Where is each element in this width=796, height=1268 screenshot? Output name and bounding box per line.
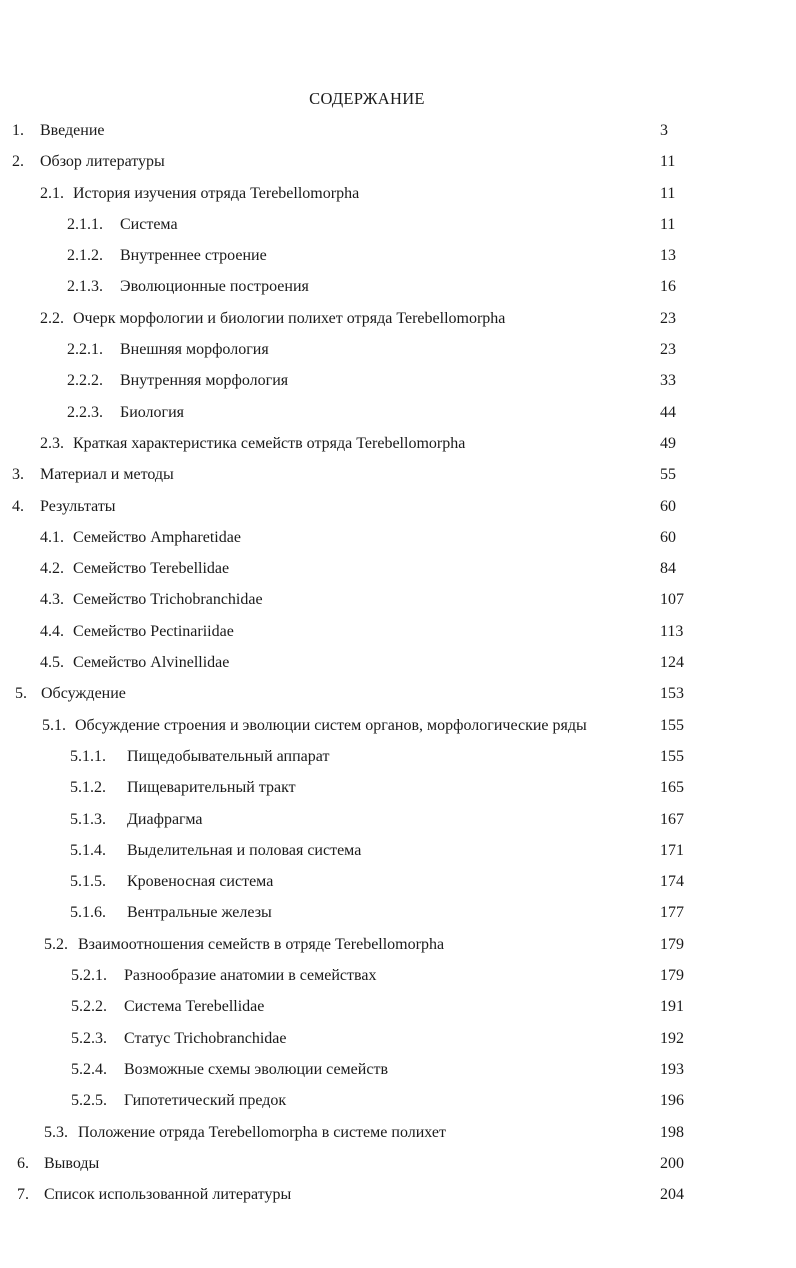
toc-title: Система <box>120 215 178 233</box>
toc-entry <box>0 491 796 522</box>
toc-page: 16 <box>660 278 676 296</box>
toc-number: 7. <box>17 1186 29 1204</box>
toc-number: 4. <box>12 497 24 515</box>
toc-number: 5.1.6. <box>70 904 106 922</box>
toc-page: 200 <box>660 1154 684 1172</box>
toc-title: Статус Trichobranchidae <box>124 1029 287 1047</box>
toc-title: Введение <box>40 122 105 139</box>
toc-number: 5.1.4. <box>70 841 106 859</box>
toc-page: 192 <box>660 1029 684 1047</box>
toc-entry <box>0 209 796 240</box>
toc-title: Обсуждение <box>41 685 126 703</box>
toc-number: 2.1.2. <box>67 247 103 265</box>
toc-page: 153 <box>660 685 684 703</box>
toc-entry <box>0 678 796 709</box>
toc-page: 191 <box>660 998 684 1016</box>
toc-entry <box>0 365 796 396</box>
toc-entry <box>0 897 796 928</box>
toc-page: 11 <box>660 215 676 233</box>
toc-entry <box>0 303 796 334</box>
toc-entry <box>0 866 796 897</box>
toc-page: 193 <box>660 1060 684 1078</box>
toc-entry <box>0 178 796 209</box>
toc-number: 5. <box>15 685 27 703</box>
toc-page: 60 <box>660 497 676 515</box>
toc-entry <box>0 1054 796 1085</box>
toc-title: Внешняя морфология <box>120 341 269 359</box>
toc-title: Список использованной литературы <box>44 1186 292 1204</box>
toc-page: 44 <box>660 403 676 421</box>
toc-number: 6. <box>17 1154 29 1172</box>
toc-number: 5.1. <box>42 716 66 734</box>
toc-entry <box>0 584 796 615</box>
toc-entry <box>0 271 796 302</box>
toc-number: 5.1.2. <box>70 779 106 797</box>
toc-entry <box>0 1085 796 1116</box>
toc-number: 4.5. <box>40 654 64 672</box>
toc-number: 2.3. <box>40 434 64 452</box>
toc-title: Взаимоотношения семейств в отряде Terebellomorpha <box>78 935 445 953</box>
toc-page: 155 <box>660 716 684 734</box>
toc-page: 196 <box>660 1092 684 1110</box>
toc-entry <box>0 929 796 960</box>
toc-number: 5.2. <box>44 935 68 953</box>
toc-title: Семейство Alvinellidae <box>73 654 230 672</box>
toc-number: 2.2.1. <box>67 341 103 359</box>
toc-title: Семейство Ampharetidae <box>73 528 241 546</box>
toc-title: Биология <box>120 403 185 421</box>
toc-page: 124 <box>660 654 684 672</box>
toc-title: Пищеварительный тракт <box>127 779 296 797</box>
toc-entry <box>0 741 796 772</box>
toc-title: Пищедобывательный аппарат <box>127 747 330 765</box>
toc-entry <box>0 146 796 177</box>
toc-page: 155 <box>660 747 684 765</box>
table-of-contents <box>0 115 796 1210</box>
toc-page: 113 <box>660 622 684 640</box>
page-title: СОДЕРЖАНИЕ <box>309 89 425 108</box>
toc-title: История изучения отряда Terebellomorpha <box>73 184 360 202</box>
toc-number: 5.2.3. <box>71 1029 107 1047</box>
toc-page: 3 <box>660 122 668 139</box>
toc-page: 174 <box>660 873 684 891</box>
toc-number: 5.3. <box>44 1123 68 1141</box>
toc-number: 4.4. <box>40 622 64 640</box>
toc-page: 165 <box>660 779 684 797</box>
toc-entry <box>0 1179 796 1210</box>
toc-number: 4.3. <box>40 591 64 609</box>
toc-page: 179 <box>660 967 684 985</box>
toc-entry <box>0 553 796 584</box>
toc-title: Вентральные железы <box>127 904 272 922</box>
toc-title: Положение отряда Terebellomorpha в системе полихет <box>78 1123 446 1141</box>
toc-number: 5.2.5. <box>71 1092 107 1110</box>
toc-number: 2.2.2. <box>67 372 103 390</box>
toc-page: 167 <box>660 810 684 828</box>
toc-page: 204 <box>660 1186 684 1204</box>
toc-title: Материал и методы <box>40 466 174 484</box>
toc-entry <box>0 115 796 146</box>
toc-entry <box>0 1117 796 1148</box>
toc-title: Результаты <box>40 497 116 515</box>
toc-page: 55 <box>660 466 676 484</box>
toc-number: 1. <box>12 122 24 139</box>
toc-entry <box>0 240 796 271</box>
toc-entry <box>0 960 796 991</box>
toc-page: 23 <box>660 341 676 359</box>
toc-entry <box>0 522 796 553</box>
toc-entry <box>0 772 796 803</box>
toc-number: 5.1.3. <box>70 810 106 828</box>
toc-title: Разнообразие анатомии в семействах <box>124 967 377 985</box>
toc-number: 5.2.4. <box>71 1060 107 1078</box>
toc-page: 11 <box>660 184 676 202</box>
toc-entry <box>0 710 796 741</box>
toc-title: Выделительная и половая система <box>127 841 362 859</box>
toc-entry <box>0 1023 796 1054</box>
toc-title: Диафрагма <box>127 810 203 828</box>
toc-title: Краткая характеристика семейств отряда Terebellomorpha <box>73 434 466 452</box>
toc-title: Гипотетический предок <box>124 1092 287 1110</box>
toc-number: 2.1. <box>40 184 64 202</box>
toc-number: 4.2. <box>40 560 64 578</box>
toc-number: 2.1.1. <box>67 215 103 233</box>
toc-title: Внутреннее строение <box>120 247 267 265</box>
toc-number: 3. <box>12 466 24 484</box>
toc-entry <box>0 616 796 647</box>
toc-title: Семейство Terebellidae <box>73 560 230 578</box>
toc-entry <box>0 804 796 835</box>
toc-title: Обзор литературы <box>40 153 165 171</box>
toc-number: 5.2.1. <box>71 967 107 985</box>
toc-page: 171 <box>660 841 684 859</box>
toc-page: 177 <box>660 904 684 922</box>
toc-page: 23 <box>660 309 676 327</box>
toc-title: Кровеносная система <box>127 873 274 891</box>
toc-entry <box>0 1148 796 1179</box>
toc-page: 107 <box>660 591 684 609</box>
toc-page: 179 <box>660 935 684 953</box>
toc-title: Система Terebellidae <box>124 998 265 1016</box>
toc-number: 4.1. <box>40 528 64 546</box>
toc-page: 84 <box>660 560 676 578</box>
toc-entry <box>0 835 796 866</box>
toc-page: 49 <box>660 434 676 452</box>
toc-page: 13 <box>660 247 676 265</box>
toc-page: 198 <box>660 1123 684 1141</box>
toc-page: 11 <box>660 153 676 171</box>
toc-entry <box>0 428 796 459</box>
toc-number: 5.1.1. <box>70 747 106 765</box>
toc-entry <box>0 459 796 490</box>
toc-entry <box>0 647 796 678</box>
toc-entry <box>0 334 796 365</box>
toc-entry <box>0 991 796 1022</box>
toc-title: Очерк морфологии и биологии полихет отряда Terebellomorpha <box>73 309 506 327</box>
toc-entry <box>0 397 796 428</box>
toc-title: Внутренняя морфология <box>120 372 289 390</box>
toc-title: Обсуждение строения и эволюции систем органов, морфологические ряды <box>75 716 587 734</box>
toc-number: 5.2.2. <box>71 998 107 1016</box>
toc-number: 5.1.5. <box>70 873 106 891</box>
toc-title: Семейство Pectinariidae <box>73 622 234 640</box>
toc-title: Эволюционные построения <box>120 278 309 296</box>
toc-number: 2.2.3. <box>67 403 103 421</box>
toc-number: 2.2. <box>40 309 64 327</box>
toc-title: Выводы <box>44 1154 100 1172</box>
toc-page: 60 <box>660 528 676 546</box>
toc-number: 2. <box>12 153 24 171</box>
toc-title: Семейство Trichobranchidae <box>73 591 263 609</box>
toc-title: Возможные схемы эволюции семейств <box>124 1060 388 1078</box>
toc-number: 2.1.3. <box>67 278 103 296</box>
toc-page: 33 <box>660 372 676 390</box>
